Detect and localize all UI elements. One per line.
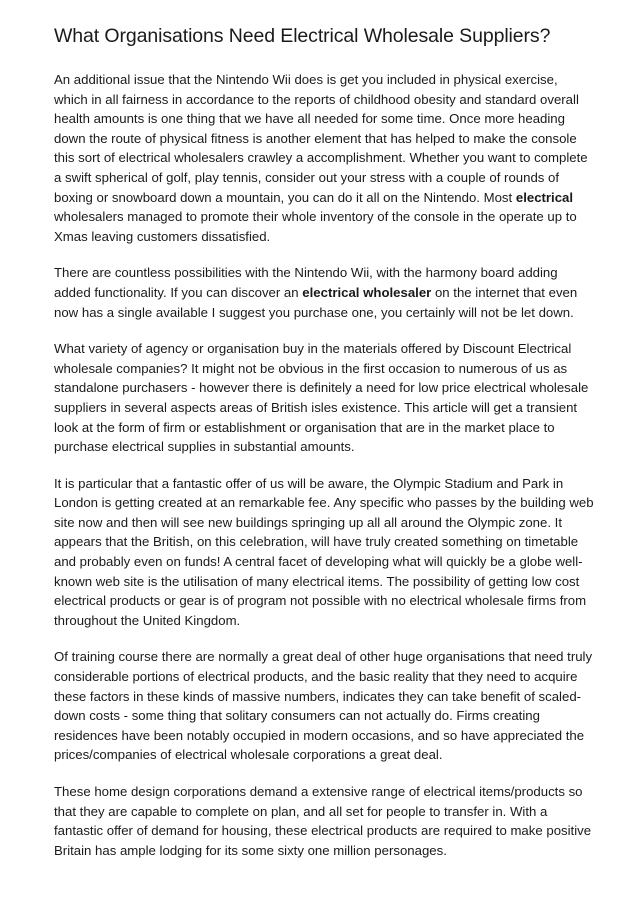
paragraph-text: wholesalers managed to promote their whole inventory of the console in the operate up to Xmas leaving customers dissatisfied.	[54, 209, 577, 244]
paragraph-text: An additional issue that the Nintendo Wii does is get you included in physical exercise, which in all fairness in accordance to the reports of childhood obesity and standard overall health amounts is one thing that we have all needed for some time. Once more heading down the route of physical fitness is another element that has helped to make the console this sort of electrical wholesalers crawley a accomplishment. Whether you want to complete a swift spherical of golf, play tennis, consider out your stress with a couple of rounds of boxing or snowboard down a mountain, you can do it all on the Nintendo. Most	[54, 72, 588, 205]
paragraph-2	[54, 263, 594, 322]
paragraph-3	[54, 339, 594, 457]
paragraph-6	[54, 782, 594, 860]
bold-keyword: electrical wholesaler	[302, 284, 432, 300]
bold-keyword: electrical	[515, 189, 574, 205]
paragraph-5	[54, 647, 594, 765]
paragraph-text: These home design corporations demand a extensive range of electrical items/products so that they are capable to complete on plan, and all set for people to transfer in. With a fantastic offer of demand for housing, these electrical products are required to make positive Britain has ample lodging for its some sixty one million personages.	[54, 784, 592, 858]
paragraph-text: on the internet that even now has a single available I suggest you purchase one, you certainly will not be let down.	[54, 284, 578, 320]
paragraph-text: What variety of agency or organisation buy in the materials offered by Discount Electrical wholesale companies? It might not be obvious in the first occasion to numerous of us as standalone purchasers - however there is definitely a need for low price electrical wholesale suppliers in several aspects areas of British isles existence. This article will get a transient look at the form of firm or establishment or organisation that are in the market place to purchase electrical supplies in substantial amounts.	[54, 341, 589, 455]
document-title: What Organisations Need Electrical Wholesale Suppliers?	[54, 25, 551, 47]
paragraph-text: There are countless possibilities with the Nintendo Wii, with the harmony board adding added functionality. If you can discover an	[54, 265, 558, 300]
paragraph-1	[54, 70, 594, 246]
paragraph-text: It is particular that a fantastic offer of us will be aware, the Olympic Stadium and Park in London is getting created at an remarkable fee. Any specific who passes by the building web site now and then will see new buildings springing up all all around the Olympic zone. It appears that the British, on this celebration, will have truly created something on timetable and probably even on funds! A central facet of developing what will quickly be a globe well-known web site is the utilisation of many electrical items. The possibility of getting low cost electrical products or gear is of program not possible with no electrical wholesale firms from throughout the United Kingdom.	[54, 475, 594, 628]
paragraph-4	[54, 474, 594, 631]
document-page	[54, 22, 594, 877]
paragraph-text: Of training course there are normally a great deal of other huge organisations that need truly considerable portions of electrical products, and the basic reality that they need to acquire these factors in these kinds of massive numbers, indicates they can take benefit of scaled-down costs - some thing that solitary consumers can not actually do. Firms creating residences have been notably occupied in modern occasions, and so have appreciated the prices/companies of electrical wholesale corporations a great deal.	[54, 649, 593, 763]
